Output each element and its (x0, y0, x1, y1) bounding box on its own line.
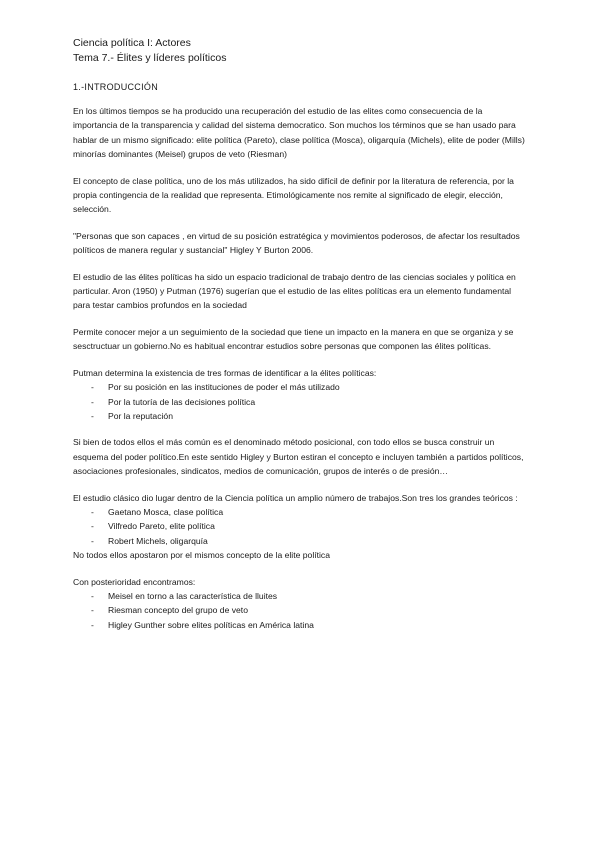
list-item: - Higley Gunther sobre elites políticas en América latina (73, 618, 528, 632)
list-item: - Por la reputación (73, 409, 528, 423)
paragraph-permite: Permite conocer mejor a un seguimiento de la sociedad que tiene un impacto en la manera en que se organiza y se sesctructuar un gobierno.No es habitual encontrar estudios sobre personas que componen las élites políticas. (73, 326, 514, 352)
list-item: - Riesman concepto del grupo de veto (73, 603, 528, 617)
list-item: - Por su posición en las instituciones de poder el más utilizado (73, 380, 528, 394)
topic-title: Tema 7.- Élites y líderes políticos (73, 52, 227, 64)
list-item: - Vilfredo Pareto, elite política (73, 519, 528, 533)
paragraph-putman: Putman determina la existencia de tres formas de identificar a la élites políticas: (73, 367, 377, 378)
paragraph-posterioridad: Con posterioridad encontramos: (73, 576, 196, 587)
paragraph-clase-politica: El concepto de clase política, uno de los más utilizados, ha sido difícil de definir por la literatura de referencia, por la propia contingencia de la realidad que representa. Etimológicamente nos remite al significado de elegir, elección, selección. (73, 175, 514, 215)
paragraph-metodo-posicional: Si bien de todos ellos el más común es el denominado método posicional, con todo ellos se busca construir un esquema del poder político.En este sentido Higley y Burton estiran el concepto e incluyen también a partidos políticos, asociaciones profesionales, sindicatos, medios de comunicación, grupos de interés o de presión… (73, 437, 524, 477)
paragraph-no-todos: No todos ellos apostaron por el mismos concepto de la elite política (73, 550, 330, 561)
list-item: - Meisel en torno a las característica de lluites (73, 589, 528, 603)
course-title: Ciencia política I: Actores (73, 37, 191, 49)
paragraph-estudio-elites: El estudio de las élites políticas ha sido un espacio tradicional de trabajo dentro de las ciencias sociales y política en particular. Aron (1950) y Putman (1976) sugerían que el estudio de las elites políticas era un elemento fundamental para testar cambios profundos en la sociedad (73, 271, 516, 311)
paragraph-estudio-clasico: El estudio clásico dio lugar dentro de la Ciencia política un amplio número de trabajos.Son tres los grandes teóricos : (73, 492, 518, 503)
document-page (73, 36, 528, 632)
list-item: - Por la tutoría de las decisiones política (73, 395, 528, 409)
section-title: 1.-INTRODUCCIÓN (73, 82, 158, 92)
list-item: - Gaetano Mosca, clase política (73, 505, 528, 519)
paragraph-quote: "Personas que son capaces , en virtud de su posición estratégica y movimientos poderosos, de afectar los resultados políticos de manera regular y sustancial" Higley Y Burton 2006. (73, 230, 520, 256)
paragraph-intro: En los últimos tiempos se ha producido una recuperación del estudio de las elites como consecuencia de la importancia de la transparencia y calidad del sistema democratico. Son muchos los términos que se han usado para hablar de un mismo significado: elite política (Pareto), clase política (Mosca), oligarquía (Michels), elite de poder (Mills) minorías dominantes (Meisel) grupos de veto (Riesman) (73, 106, 525, 160)
forms-list (73, 380, 528, 423)
list-item: - Robert Michels, oligarquía (73, 534, 528, 548)
later-list (73, 589, 528, 632)
theorists-list (73, 505, 528, 548)
